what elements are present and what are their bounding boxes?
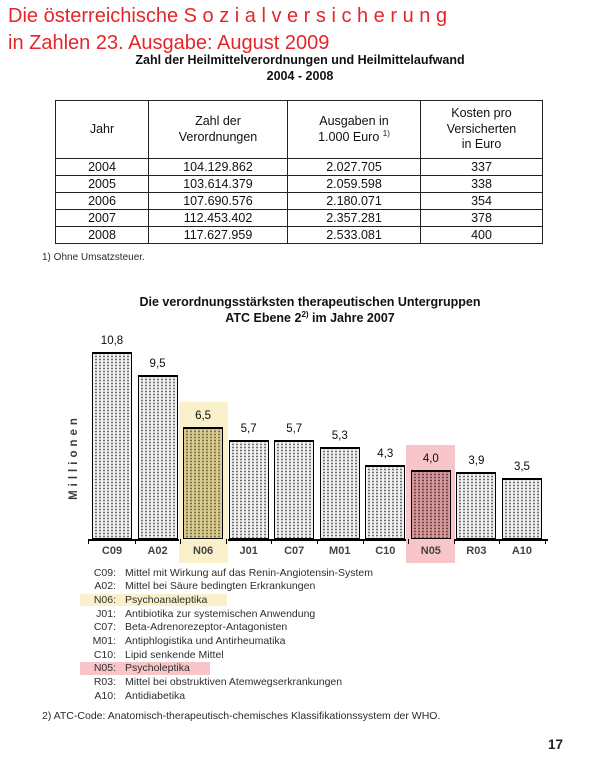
legend-item-M01 bbox=[85, 634, 393, 648]
x-axis-tick bbox=[271, 539, 272, 544]
x-axis-tick bbox=[180, 539, 181, 544]
footnote-1: 1) Ohne Umsatzsteuer. bbox=[42, 252, 145, 263]
document-title bbox=[8, 3, 447, 57]
axis-label-A10: A10 bbox=[511, 545, 533, 557]
bar-value-J01: 5,7 bbox=[240, 423, 257, 436]
x-axis-tick bbox=[454, 539, 455, 544]
table-caption bbox=[55, 53, 545, 84]
bar-value-R03: 3,9 bbox=[468, 454, 485, 467]
legend-item-code: J01: bbox=[96, 607, 116, 620]
table-caption-line1: Zahl der Heilmittelverordnungen und Heilmittelaufwand bbox=[135, 53, 465, 67]
table-header-cell-2: Ausgaben in 1.000 Euro $^{1)}$ bbox=[288, 101, 421, 159]
legend-item-A02 bbox=[85, 580, 393, 594]
legend-item-code: C10: bbox=[93, 648, 116, 661]
x-axis-tick bbox=[135, 539, 136, 544]
chart-legend bbox=[85, 566, 393, 703]
table-row-2008 bbox=[56, 227, 543, 244]
table-cell: 2.180.071 bbox=[288, 193, 421, 210]
axis-label-N05: N05 bbox=[420, 545, 441, 557]
legend-item-content bbox=[80, 635, 306, 648]
legend-item-N06 bbox=[85, 593, 393, 607]
chart-title-line2-prefix: ATC Ebene 2 bbox=[225, 310, 302, 325]
table-cell: 107.690.576 bbox=[149, 193, 288, 210]
bar-value-N05: 4,0 bbox=[422, 452, 439, 465]
table-row-2005 bbox=[56, 176, 543, 193]
legend-item-content bbox=[80, 676, 362, 689]
table-cell: 400 bbox=[421, 227, 543, 244]
bar-value-C09: 10,8 bbox=[100, 335, 124, 348]
legend-item-content bbox=[80, 567, 393, 580]
table-cell: 2007 bbox=[56, 210, 149, 227]
axis-label-A02: A02 bbox=[147, 545, 168, 557]
bar-C10 bbox=[365, 465, 405, 539]
table-cell: 354 bbox=[421, 193, 543, 210]
axis-label-C10: C10 bbox=[375, 545, 396, 557]
table-header-cell-1: Zahl der Verordnungen bbox=[149, 101, 288, 159]
legend-item-C10 bbox=[85, 648, 393, 662]
legend-item-content bbox=[80, 594, 227, 607]
legend-item-text: Antibiotika zur systemischen Anwendung bbox=[125, 607, 316, 620]
heilmittel-table bbox=[55, 100, 543, 244]
legend-item-A10 bbox=[85, 689, 393, 703]
x-axis-tick bbox=[545, 539, 546, 544]
legend-item-J01 bbox=[85, 607, 393, 621]
table-header-superscript: 1) bbox=[382, 128, 390, 138]
y-axis-label: Millionen bbox=[68, 414, 80, 500]
legend-item-content bbox=[80, 662, 210, 675]
table-cell: 2005 bbox=[56, 176, 149, 193]
axis-label-C07: C07 bbox=[284, 545, 305, 557]
table-cell: 2.027.705 bbox=[288, 159, 421, 176]
legend-item-text: Psychoanaleptika bbox=[125, 593, 208, 606]
legend-item-code: R03: bbox=[93, 676, 116, 689]
bar-value-M01: 5,3 bbox=[331, 430, 348, 443]
chart-title bbox=[60, 295, 560, 326]
table-cell: 104.129.862 bbox=[149, 159, 288, 176]
bar-value-A10: 3,5 bbox=[513, 461, 530, 474]
axis-label-M01: M01 bbox=[329, 545, 351, 557]
x-axis-tick bbox=[317, 539, 318, 544]
document-title-line1: Die österreichische S o z i a l v e r s i c h e r u n g bbox=[8, 5, 448, 27]
legend-item-code: C09: bbox=[93, 566, 116, 579]
legend-item-text: Lipid senkende Mittel bbox=[125, 648, 224, 661]
table-caption-line2: 2004 - 2008 bbox=[266, 68, 334, 83]
table-header-row bbox=[56, 101, 543, 159]
legend-item-C09 bbox=[85, 566, 393, 580]
bar-A02 bbox=[138, 375, 178, 539]
legend-item-text: Mittel bei Säure bedingten Erkrankungen bbox=[125, 580, 316, 593]
footnote-2: 2) ATC-Code: Anatomisch-therapeutisch-chemisches Klassifikationssystem der WHO. bbox=[42, 710, 441, 722]
table-cell: 2004 bbox=[56, 159, 149, 176]
bar-M01 bbox=[320, 447, 360, 539]
legend-item-code: A10: bbox=[94, 689, 116, 702]
table-cell: 112.453.402 bbox=[149, 210, 288, 227]
document-title-line2: in Zahlen 23. Ausgabe: August 2009 bbox=[8, 32, 330, 54]
page-number: 17 bbox=[548, 737, 564, 752]
axis-label-C09: C09 bbox=[101, 545, 123, 557]
table-cell: 2006 bbox=[56, 193, 149, 210]
legend-item-content bbox=[80, 608, 335, 621]
bar-value-N06: 6,5 bbox=[195, 409, 212, 422]
table-header-cell-0: Jahr bbox=[56, 101, 149, 159]
table-row-2007 bbox=[56, 210, 543, 227]
table-cell: 338 bbox=[421, 176, 543, 193]
bar-N06 bbox=[183, 427, 223, 539]
bar-value-C10: 4,3 bbox=[377, 447, 394, 460]
legend-item-C07 bbox=[85, 621, 393, 635]
x-axis-line bbox=[88, 539, 548, 541]
legend-item-content bbox=[80, 621, 307, 634]
legend-item-text: Mittel bei obstruktiven Atemwegserkrankungen bbox=[125, 676, 343, 689]
legend-item-N05 bbox=[85, 662, 393, 676]
x-axis-tick bbox=[408, 539, 409, 544]
legend-item-code: N05: bbox=[93, 662, 116, 675]
bar-R03 bbox=[456, 472, 496, 539]
legend-item-R03 bbox=[85, 676, 393, 690]
axis-label-R03: R03 bbox=[466, 545, 487, 557]
bar-C09 bbox=[92, 352, 132, 539]
x-axis-tick bbox=[363, 539, 364, 544]
bar-chart bbox=[0, 330, 602, 580]
bar-J01 bbox=[229, 440, 269, 539]
bar-C07 bbox=[274, 440, 314, 539]
table-cell: 337 bbox=[421, 159, 543, 176]
x-axis-tick bbox=[226, 539, 227, 544]
table-cell: 103.614.379 bbox=[149, 176, 288, 193]
chart-title-line1: Die verordnungsstärksten therapeutischen Untergruppen bbox=[139, 295, 481, 309]
table-row-2006 bbox=[56, 193, 543, 210]
chart-title-line2 bbox=[60, 311, 560, 327]
legend-item-text: Antiphlogistika und Antirheumatika bbox=[125, 635, 286, 648]
legend-item-content bbox=[80, 690, 205, 703]
table-cell: 378 bbox=[421, 210, 543, 227]
x-axis-tick bbox=[499, 539, 500, 544]
legend-item-code: M01: bbox=[92, 635, 116, 648]
table-cell: 2.059.598 bbox=[288, 176, 421, 193]
bar-value-A02: 9,5 bbox=[149, 357, 166, 370]
chart-title-line2-suffix: im Jahre 2007 bbox=[308, 310, 395, 325]
legend-item-text: Beta-Adrenorezeptor-Antagonisten bbox=[125, 621, 288, 634]
table-header-cell-3: Kosten pro Versicherten in Euro bbox=[421, 101, 543, 159]
axis-label-N06: N06 bbox=[193, 545, 214, 557]
x-axis-tick bbox=[88, 539, 89, 544]
legend-item-text: Antidiabetika bbox=[125, 689, 186, 702]
table-row-2004 bbox=[56, 159, 543, 176]
legend-item-text: Psycholeptika bbox=[125, 662, 190, 675]
table-cell: 117.627.959 bbox=[149, 227, 288, 244]
legend-item-text: Mittel mit Wirkung auf das Renin-Angiotensin-System bbox=[125, 566, 374, 579]
legend-item-content bbox=[80, 649, 244, 662]
table-cell: 2008 bbox=[56, 227, 149, 244]
table-cell: 2.533.081 bbox=[288, 227, 421, 244]
bar-value-C07: 5,7 bbox=[286, 423, 303, 436]
legend-item-code: C07: bbox=[93, 621, 116, 634]
chart-title-superscript: 2) bbox=[301, 309, 309, 319]
legend-item-content bbox=[80, 580, 335, 593]
table-cell: 2.357.281 bbox=[288, 210, 421, 227]
legend-item-code: A02: bbox=[94, 580, 116, 593]
axis-label-J01: J01 bbox=[239, 545, 258, 557]
bar-A10 bbox=[502, 478, 542, 539]
legend-item-code: N06: bbox=[93, 593, 116, 606]
bar-N05 bbox=[411, 470, 451, 539]
